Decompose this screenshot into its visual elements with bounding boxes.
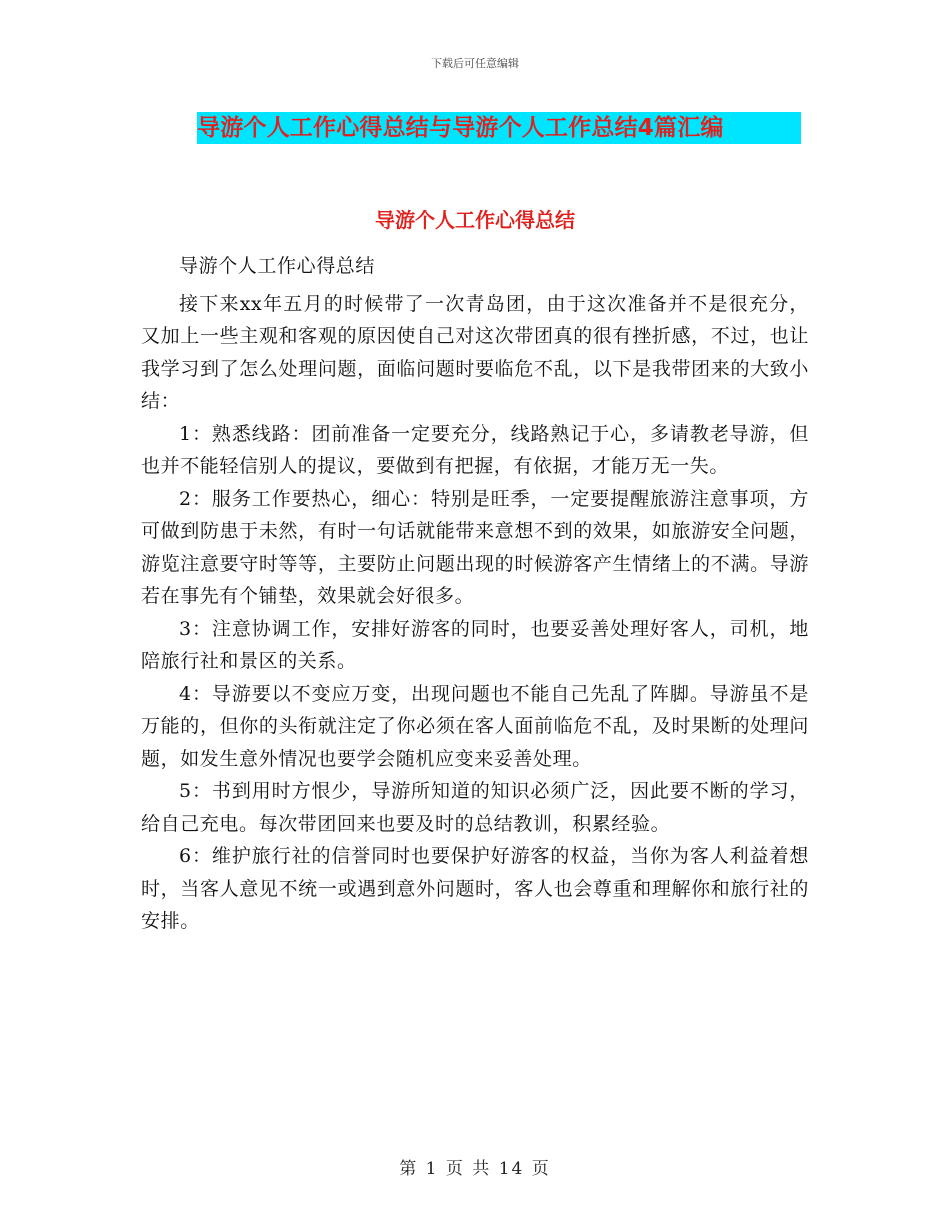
page-footer: 第 1 页 共 14 页 (399, 1159, 551, 1179)
paragraph-point-3: 3：注意协调工作，安排好游客的同时，也要妥善处理好客人，司机，地陪旅行社和景区的关系。 (141, 617, 809, 672)
main-title-highlight (197, 112, 801, 144)
paragraph-subtitle: 导游个人工作心得总结 (179, 255, 376, 277)
paragraph-intro: 接下来xx年五月的时候带了一次青岛团，由于这次准备并不是很充分，又加上一些主观和客观的原因使自己对这次带团真的很有挫折感，不过，也让我学习到了怎么处理问题，面临问题时要临危不乱，以下是我带团来的大致小结： (141, 292, 809, 412)
paragraph-point-1: 1：熟悉线路：团前准备一定要充分，线路熟记于心，多请教老导游，但也并不能轻信别人的提议，要做到有把握，有依据，才能万无一失。 (141, 422, 809, 477)
paragraph-point-5: 5：书到用时方恨少，导游所知道的知识必须广泛，因此要不断的学习，给自己充电。每次带团回来也要及时的总结教训，积累经验。 (141, 780, 809, 835)
paragraph-point-2: 2：服务工作要热心，细心：特别是旺季，一定要提醒旅游注意事项，方可做到防患于未然，有时一句话就能带来意想不到的效果，如旅游安全问题，游览注意要守时等等，主要防止问题出现的时候游客产生情绪上的不满。导游若在事先有个铺垫，效果就会好很多。 (141, 487, 809, 607)
document-body (141, 250, 809, 938)
main-title: 导游个人工作心得总结与导游个人工作总结4篇汇编 (197, 115, 724, 141)
header-note: 下载后可任意编辑 (431, 57, 519, 70)
paragraph-point-4: 4：导游要以不变应万变，出现问题也不能自己先乱了阵脚。导游虽不是万能的，但你的头衔就注定了你必须在客人面前临危不乱，及时果断的处理问题，如发生意外情况也要学会随机应变来妥善处理。 (141, 682, 809, 770)
section-title: 导游个人工作心得总结 (375, 208, 575, 232)
paragraph-point-6: 6：维护旅行社的信誉同时也要保护好游客的权益，当你为客人利益着想时，当客人意见不统一或遇到意外问题时，客人也会尊重和理解你和旅行社的安排。 (141, 845, 809, 932)
